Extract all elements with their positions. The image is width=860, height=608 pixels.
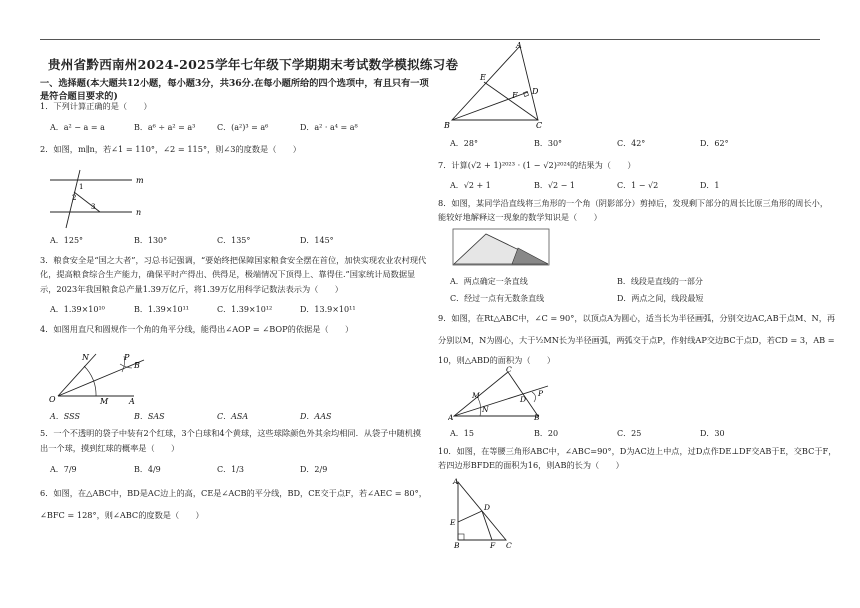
q8-option-b[interactable]: B．线段是直线的一部分 xyxy=(617,277,703,286)
q8-figure xyxy=(452,228,552,268)
label-F: F xyxy=(512,91,518,100)
label-angle-2: 2 xyxy=(72,194,77,202)
label-B: B xyxy=(534,413,540,422)
q6-figure xyxy=(440,40,560,130)
q3-option-d[interactable]: D．13.9×10¹¹ xyxy=(300,305,356,314)
question-7: 7．计算(√2 + 1)²⁰²³ · (1 − √2)²⁰²⁴的结果为（ ） xyxy=(438,160,636,170)
q1-option-c[interactable]: C．(a²)³ = a⁶ xyxy=(217,123,269,132)
label-B: B xyxy=(134,361,140,370)
q6-option-d[interactable]: D．62° xyxy=(700,139,729,148)
q9-option-b[interactable]: B．20 xyxy=(534,429,559,438)
label-M: M xyxy=(472,391,480,400)
label-N: N xyxy=(482,405,489,414)
label-B: B xyxy=(444,121,450,130)
label-P: P xyxy=(538,389,544,398)
question-5-line-2: 出一个球，摸到红球的概率是（ ） xyxy=(40,443,180,453)
q5-option-c[interactable]: C．1/3 xyxy=(217,465,244,474)
label-D: D xyxy=(532,87,539,96)
q3-option-c[interactable]: C．1.39×10¹² xyxy=(217,305,273,314)
q3-option-a[interactable]: A．1.39×10¹⁰ xyxy=(50,305,105,314)
label-C: C xyxy=(506,366,512,374)
q1-option-d[interactable]: D．a² · a⁴ = a⁸ xyxy=(300,123,358,132)
q7-option-c[interactable]: C．1 − √2 xyxy=(617,181,659,190)
q9-option-d[interactable]: D．30 xyxy=(700,429,725,438)
label-angle-1: 1 xyxy=(79,183,84,191)
label-A: A xyxy=(129,397,135,406)
q2-option-b[interactable]: B．130° xyxy=(134,236,168,245)
label-N: N xyxy=(82,353,89,362)
question-1: 1．下列计算正确的是（ ） xyxy=(40,101,152,111)
q8-option-a[interactable]: A．两点确定一条直线 xyxy=(450,277,528,286)
q4-option-b[interactable]: B．SAS xyxy=(134,412,165,421)
section-heading-cont: 是符合题目要求的) xyxy=(40,91,118,102)
label-C: C xyxy=(506,541,512,550)
q5-option-a[interactable]: A．7/9 xyxy=(50,465,77,474)
label-P: P xyxy=(124,353,130,362)
label-m: m xyxy=(136,176,144,185)
section-heading: 一、选择题(本大题共12小题，每小题3分，共36分.在每小题所给的四个选项中，有且只有一项 xyxy=(40,78,429,89)
q8-option-c[interactable]: C．经过一点有无数条直线 xyxy=(450,294,545,303)
q7-option-a[interactable]: A．√2 + 1 xyxy=(450,181,491,190)
q6-option-a[interactable]: A．28° xyxy=(450,139,478,148)
q9-option-a[interactable]: A．15 xyxy=(450,429,474,438)
question-3-line-1: 3．粮食安全是“国之大者”，习总书记强调，“要始终把保障国家粮食安全摆在首位，加快实现农业农村现代 xyxy=(40,255,427,265)
q2-figure xyxy=(48,166,148,230)
question-3-line-3: 示，2023年我国粮食总产量1.39万亿斤，将1.39万亿用科学记数法表示为（ ） xyxy=(40,284,343,294)
question-2: 2．如图，m∥n，若∠1 = 110°，∠2 = 115°，则∠3的度数是（ ） xyxy=(40,144,301,154)
q5-option-d[interactable]: D．2/9 xyxy=(300,465,328,474)
q7-option-d[interactable]: D．1 xyxy=(700,181,720,190)
label-E: E xyxy=(450,518,456,527)
q2-option-a[interactable]: A．125° xyxy=(50,236,84,245)
label-A: A xyxy=(453,478,459,486)
q9-option-c[interactable]: C．25 xyxy=(617,429,642,438)
question-10-line-1: 10．如图，在等腰三角形ABC中，∠ABC=90°，D为AC边上中点，过D点作DE⊥DF交AB于E，交BC于F， xyxy=(438,446,837,456)
q6-option-c[interactable]: C．42° xyxy=(617,139,646,148)
question-9-line-2: 分别以M，N为圆心，大于½MN长为半径画弧，两弧交于点P，作射线AP交边BC于点D，若CD = 3，AB = xyxy=(438,335,835,345)
q1-option-b[interactable]: B．a⁶ ÷ a² = a³ xyxy=(134,123,196,132)
q1-option-a[interactable]: A．a² − a = a xyxy=(50,123,105,132)
question-8-line-1: 8．如图，某同学沿直线将三角形的一个角（阴影部分）剪掉后，发现剩下部分的周长比原三角形的周长小， xyxy=(438,198,829,208)
question-3-line-2: 化，提高粮食综合生产能力，确保平时产得出、供得足，极端情况下顶得上、靠得住.”国家统计局数据显 xyxy=(40,269,416,279)
q2-option-d[interactable]: D．145° xyxy=(300,236,334,245)
q4-option-d[interactable]: D．AAS xyxy=(300,412,332,421)
label-M: M xyxy=(100,397,109,406)
q4-option-a[interactable]: A．SSS xyxy=(50,412,80,421)
question-6-line-2: ∠BFC = 128°，则∠ABC的度数是（ ） xyxy=(40,510,204,520)
q10-figure xyxy=(444,478,524,550)
label-angle-3: 3 xyxy=(91,203,96,211)
q4-figure xyxy=(48,346,158,406)
label-D: D xyxy=(484,503,491,512)
question-8-line-2: 能较好地解释这一现象的数学知识是（ ） xyxy=(438,212,602,222)
q7-option-b[interactable]: B．√2 − 1 xyxy=(534,181,575,190)
question-9-line-3: 10，则△ABD的面积为（ ） xyxy=(438,355,556,365)
question-6-line-1: 6．如图，在△ABC中，BD是AC边上的高，CE是∠ACB的平分线，BD，CE交于点F，若∠AEC = 80°， xyxy=(40,488,427,498)
q3-option-b[interactable]: B．1.39×10¹¹ xyxy=(134,305,189,314)
label-B: B xyxy=(454,541,460,550)
q2-option-c[interactable]: C．135° xyxy=(217,236,251,245)
label-F: F xyxy=(490,541,496,550)
question-5-line-1: 5．一个不透明的袋子中装有2个红球，3个白球和4个黄球，这些球除颜色外其余均相同．从袋子中随机摸 xyxy=(40,428,422,438)
q5-option-b[interactable]: B．4/9 xyxy=(134,465,161,474)
header-rule xyxy=(40,39,820,40)
q8-option-d[interactable]: D．两点之间，线段最短 xyxy=(617,294,704,303)
q6-option-b[interactable]: B．30° xyxy=(534,139,563,148)
q4-option-c[interactable]: C．ASA xyxy=(217,412,249,421)
label-A: A xyxy=(448,413,454,422)
label-O: O xyxy=(49,395,56,404)
label-D: D xyxy=(520,395,527,404)
label-C: C xyxy=(536,121,543,130)
label-n: n xyxy=(136,208,142,217)
q9-figure xyxy=(448,366,558,422)
question-9-line-1: 9．如图，在Rt△ABC中，∠C = 90°，以顶点A为圆心，适当长为半径画弧，分别交边AC,AB于点M、N，再 xyxy=(438,313,836,323)
label-A: A xyxy=(516,41,522,50)
question-4: 4．如图用直尺和圆规作一个角的角平分线，能得出∠AOP = ∠BOP的依据是（ ） xyxy=(40,324,354,334)
page-title: 贵州省黔西南州2024-2025学年七年级下学期期末考试数学模拟练习卷 xyxy=(48,57,459,72)
label-E: E xyxy=(480,73,486,82)
question-10-line-2: 若四边形BFDE的面积为16，则AB的长为（ ） xyxy=(438,460,624,470)
